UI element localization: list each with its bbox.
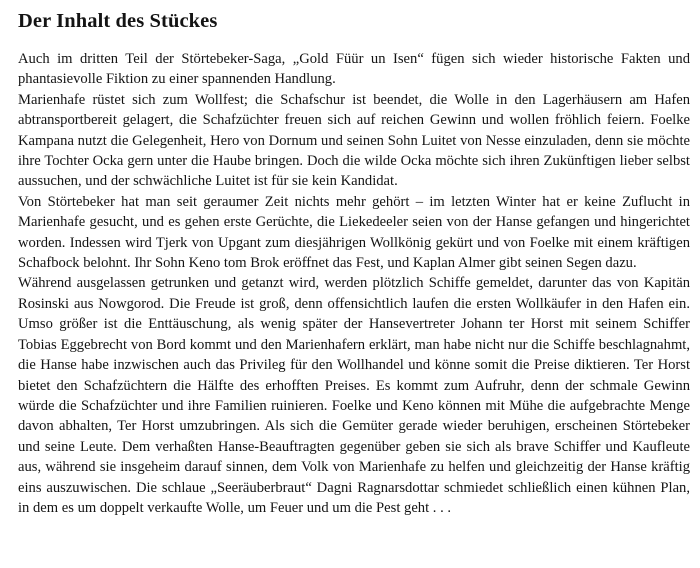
document-body [18,49,690,518]
document-title: Der Inhalt des Stückes [18,10,218,32]
paragraph-wollfest: Marienhafe rüstet sich zum Wollfest; die Schafschur ist beendet, die Wolle in den Lagerhäusern am Hafen abtransportbereit gelagert, die Schafzüchter freuen sich auf reichen Gewinn und wollen fröhlich feiern. Foelke Kampana nutzt die Gelegenheit, Hero von Dornum und seinen Sohn Luitet von Nesse einzuladen, denn sie möchte ihre Tochter Ocka gern unter die Haube bringen. Doch die wilde Ocka möchte sich ihren Zukünftigen lieber selbst aussuchen, und der schwächliche Luitet ist für sie kein Kandidat. [18,91,690,190]
paragraph-intro: Auch im dritten Teil der Störtebeker-Saga, „Gold Füür un Isen“ fügen sich wieder historische Fakten und phantasievolle Fiktion zu einer spannenden Handlung. [18,51,690,88]
paragraph-hanse-conflict: Während ausgelassen getrunken und getanzt wird, werden plötzlich Schiffe gemeldet, darunter das von Kapitän Rosinski aus Nowgorod. Die Freude ist groß, denn offensichtlich laufen die ersten Wollkäufer in den Hafen ein. Umso größer ist die Enttäuschung, als wenig später der Hansevertreter Johann ter Horst mit seinem Schiffer Tobias Eggebrecht von Bord kommt und den Marienhafern erklärt, man habe nicht nur die Schiffe beschlagnahmt, die Hanse habe inzwischen auch das Privileg für den Wollhandel und könne somit die Preise diktieren. Ter Horst bietet den Schafzüchtern die Hälfte des erhofften Preises. Es kommt zum Aufruhr, denn der schmale Gewinn würde die Schafzüchter und ihre Familien ruinieren. Foelke und Keno können mit Mühe die aufgebrachte Menge davon abhalten, Ter Horst umzubringen. Als sich die Gemüter gerade wieder beruhigen, erscheinen Störtebeker und seine Leute. Dem verhaßten Hanse-Beauftragten gegenüber geben sie sich als brave Schiffer und Kaufleute aus, während sie insgeheim darauf sinnen, dem Volk von Marienhafe zu helfen und gleichzeitig der Hanse kräftig eins auszuwischen. Die schlaue „Seeräuberbraut“ Dagni Ragnarsdottar schmiedet schließlich einen kühnen Plan, in dem es um doppelt verkaufte Wolle, um Feuer und um die Pest geht . . . [18,275,690,516]
document-page [18,8,690,518]
paragraph-stoertebeker-rumors: Von Störtebeker hat man seit geraumer Zeit nichts mehr gehört – im letzten Winter hat er keine Zuflucht in Marienhafe gesucht, und es gehen erste Gerüchte, die Liekedeeler seien von der Hanse gefangen und hingerichtet worden. Indessen wird Tjerk von Upgant zum diesjährigen Wollkönig gekürt und von Foelke mit einem kräftigen Schafbock belohnt. Ihr Sohn Keno tom Brok eröffnet das Fest, und Kaplan Almer gibt seinen Segen dazu. [18,193,690,272]
